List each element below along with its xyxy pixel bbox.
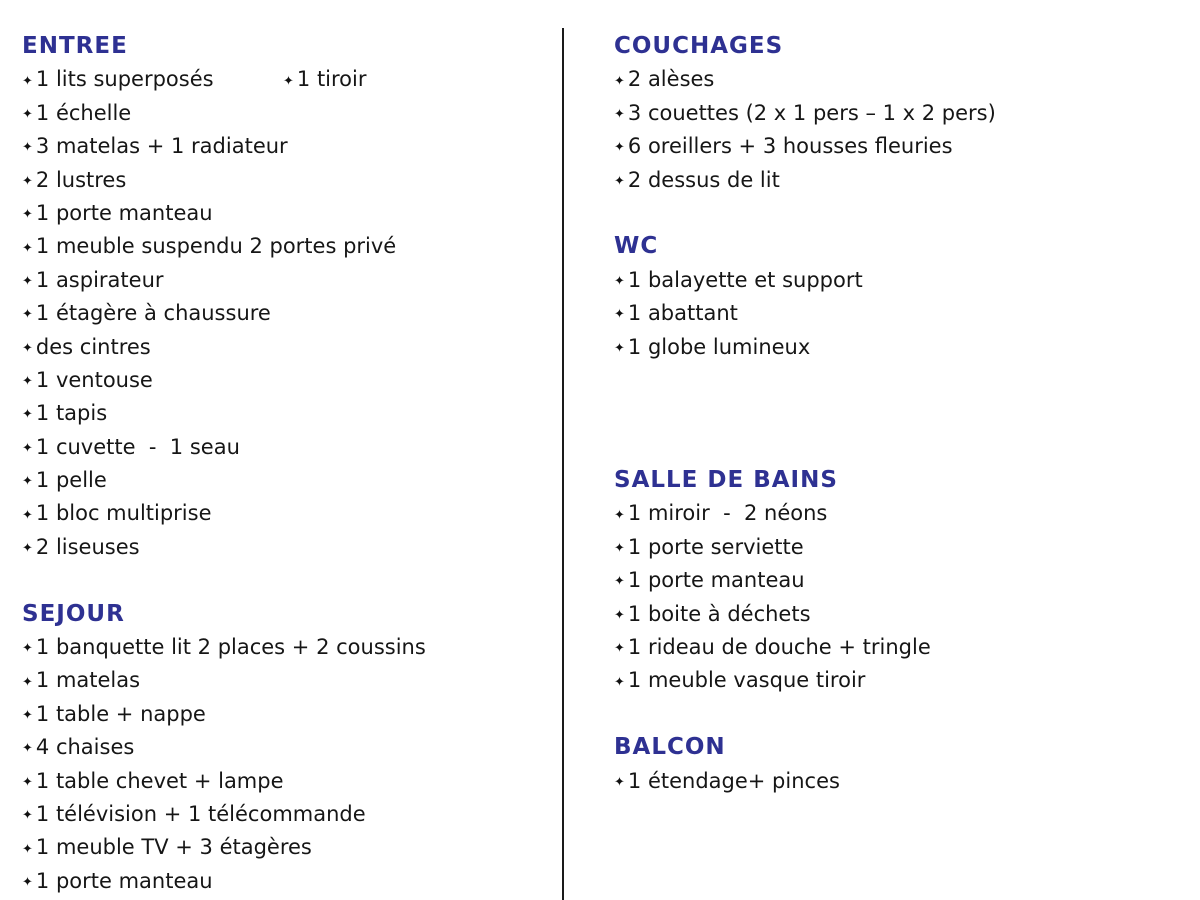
list-line bbox=[614, 598, 1174, 631]
diamond-bullet-icon: ✦ bbox=[22, 674, 33, 690]
blank-line bbox=[22, 564, 542, 597]
list-line bbox=[614, 497, 1174, 530]
list-item bbox=[22, 397, 107, 432]
list-item bbox=[614, 765, 840, 800]
list-item bbox=[22, 798, 366, 833]
list-line bbox=[614, 164, 1174, 197]
item-text: 1 pelle bbox=[35, 468, 107, 493]
list-item bbox=[614, 631, 931, 666]
list-line bbox=[614, 63, 1174, 96]
list-item bbox=[22, 197, 213, 232]
diamond-bullet-icon: ✦ bbox=[22, 874, 33, 890]
list-item bbox=[22, 63, 283, 98]
diamond-bullet-icon: ✦ bbox=[22, 240, 33, 256]
list-item bbox=[614, 331, 810, 366]
item-text: 1 porte manteau bbox=[627, 568, 805, 593]
list-line bbox=[614, 531, 1174, 564]
item-text: 1 table chevet + lampe bbox=[35, 768, 284, 793]
list-line bbox=[614, 264, 1174, 297]
list-line bbox=[22, 698, 542, 731]
diamond-bullet-icon: ✦ bbox=[614, 106, 625, 122]
diamond-bullet-icon: ✦ bbox=[22, 708, 33, 723]
list-item bbox=[614, 264, 863, 299]
diamond-bullet-icon: ✦ bbox=[614, 507, 625, 523]
diamond-bullet-icon: ✦ bbox=[22, 207, 33, 223]
list-item bbox=[22, 631, 426, 666]
section-header-line bbox=[614, 230, 1174, 263]
column-divider-line bbox=[562, 28, 564, 900]
section-title: BALCON bbox=[614, 734, 726, 761]
list-item bbox=[283, 63, 367, 98]
diamond-bullet-icon: ✦ bbox=[614, 674, 625, 690]
blank-line bbox=[614, 364, 1174, 397]
diamond-bullet-icon: ✦ bbox=[614, 173, 625, 189]
diamond-bullet-icon: ✦ bbox=[22, 73, 33, 89]
diamond-bullet-icon: ✦ bbox=[22, 307, 33, 323]
item-text: 3 matelas + 1 radiateur bbox=[35, 134, 288, 159]
list-line bbox=[22, 531, 542, 564]
diamond-bullet-icon: ✦ bbox=[614, 641, 625, 657]
item-text: 1 télévision + 1 télécommande bbox=[35, 801, 366, 826]
item-text: 1 lits superposés bbox=[35, 67, 214, 92]
list-item bbox=[22, 331, 151, 366]
list-item bbox=[22, 230, 396, 265]
diamond-bullet-icon: ✦ bbox=[22, 440, 33, 456]
list-line bbox=[614, 664, 1174, 697]
diamond-bullet-icon: ✦ bbox=[22, 808, 33, 824]
list-item bbox=[22, 698, 206, 733]
item-text: 1 table + nappe bbox=[35, 701, 206, 726]
list-line bbox=[614, 297, 1174, 330]
diamond-bullet-icon: ✦ bbox=[22, 407, 33, 423]
list-line bbox=[22, 97, 542, 130]
list-line bbox=[22, 497, 542, 530]
list-line bbox=[22, 431, 542, 464]
list-item bbox=[22, 731, 134, 766]
list-item bbox=[22, 431, 240, 466]
list-item bbox=[22, 264, 164, 299]
item-text: 1 meuble vasque tiroir bbox=[627, 668, 866, 693]
item-text: 1 étendage+ pinces bbox=[627, 768, 840, 793]
list-line bbox=[22, 765, 542, 798]
diamond-bullet-icon: ✦ bbox=[22, 374, 33, 390]
list-line bbox=[22, 831, 542, 864]
list-line bbox=[22, 798, 542, 831]
list-item bbox=[22, 464, 107, 499]
diamond-bullet-icon: ✦ bbox=[614, 340, 625, 356]
section-header-line bbox=[22, 598, 542, 631]
list-line bbox=[22, 664, 542, 697]
section-header-line bbox=[614, 464, 1174, 497]
item-text: 1 meuble TV + 3 étagères bbox=[35, 835, 312, 860]
item-text: 3 couettes (2 x 1 pers – 1 x 2 pers) bbox=[627, 100, 996, 125]
list-item bbox=[22, 297, 271, 332]
list-item bbox=[614, 598, 811, 633]
list-line bbox=[614, 765, 1174, 798]
item-text: 1 boite à déchets bbox=[627, 601, 811, 626]
diamond-bullet-icon: ✦ bbox=[22, 340, 33, 356]
list-item bbox=[22, 164, 126, 199]
list-line bbox=[614, 631, 1174, 664]
item-text: 1 porte serviette bbox=[627, 534, 804, 559]
diamond-bullet-icon: ✦ bbox=[22, 140, 33, 156]
list-line bbox=[22, 130, 542, 163]
list-line bbox=[614, 331, 1174, 364]
list-item bbox=[614, 130, 953, 165]
list-item bbox=[22, 130, 288, 165]
list-line bbox=[22, 397, 542, 430]
item-text: 1 étagère à chaussure bbox=[35, 301, 271, 326]
diamond-bullet-icon: ✦ bbox=[22, 507, 33, 523]
diamond-bullet-icon: ✦ bbox=[614, 541, 625, 557]
diamond-bullet-icon: ✦ bbox=[22, 541, 33, 557]
item-text: des cintres bbox=[35, 334, 151, 359]
list-item bbox=[614, 531, 804, 566]
diamond-bullet-icon: ✦ bbox=[22, 841, 33, 857]
list-line bbox=[22, 230, 542, 263]
diamond-bullet-icon: ✦ bbox=[22, 173, 33, 189]
item-text: 1 banquette lit 2 places + 2 coussins bbox=[35, 635, 426, 660]
section-title: WC bbox=[614, 233, 659, 260]
item-text: 1 cuvette - 1 seau bbox=[35, 434, 240, 459]
list-item bbox=[22, 865, 213, 900]
item-text: 1 échelle bbox=[35, 100, 132, 125]
diamond-bullet-icon: ✦ bbox=[614, 574, 625, 590]
list-item bbox=[614, 164, 780, 199]
list-item bbox=[614, 63, 714, 98]
item-text: 1 porte manteau bbox=[35, 868, 213, 893]
item-text: 1 tapis bbox=[35, 401, 108, 426]
list-item bbox=[614, 664, 865, 699]
diamond-bullet-icon: ✦ bbox=[614, 73, 625, 89]
item-text: 1 globe lumineux bbox=[627, 334, 811, 359]
item-text: 1 miroir - 2 néons bbox=[627, 501, 828, 526]
list-item bbox=[22, 664, 140, 699]
list-line bbox=[22, 331, 542, 364]
list-item bbox=[614, 564, 805, 599]
list-line bbox=[22, 264, 542, 297]
item-text: 1 meuble suspendu 2 portes privé bbox=[35, 234, 397, 259]
list-item bbox=[22, 497, 212, 532]
diamond-bullet-icon: ✦ bbox=[22, 774, 33, 790]
diamond-bullet-icon: ✦ bbox=[22, 273, 33, 289]
item-text: 2 dessus de lit bbox=[627, 167, 780, 192]
list-item bbox=[22, 531, 140, 566]
diamond-bullet-icon: ✦ bbox=[614, 140, 625, 156]
list-item bbox=[22, 831, 312, 866]
list-line bbox=[22, 731, 542, 764]
diamond-bullet-icon: ✦ bbox=[22, 106, 33, 122]
blank-line bbox=[614, 431, 1174, 464]
left-column bbox=[22, 30, 542, 898]
list-line bbox=[614, 97, 1174, 130]
item-text: 2 alèses bbox=[627, 67, 715, 92]
section-title: SEJOUR bbox=[22, 600, 125, 627]
list-line bbox=[22, 164, 542, 197]
list-item bbox=[614, 97, 996, 132]
item-text: 6 oreillers + 3 housses fleuries bbox=[627, 134, 953, 159]
list-line bbox=[22, 63, 542, 96]
list-line bbox=[614, 564, 1174, 597]
section-header-line bbox=[614, 30, 1174, 63]
item-text: 1 rideau de douche + tringle bbox=[627, 635, 931, 660]
diamond-bullet-icon: ✦ bbox=[614, 607, 625, 623]
diamond-bullet-icon: ✦ bbox=[283, 73, 294, 89]
section-title: ENTREE bbox=[22, 33, 128, 59]
item-text: 1 ventouse bbox=[35, 367, 153, 392]
item-text: 4 chaises bbox=[35, 735, 135, 760]
list-line bbox=[22, 364, 542, 397]
list-line bbox=[22, 631, 542, 664]
diamond-bullet-icon: ✦ bbox=[614, 273, 625, 289]
item-text: 1 porte manteau bbox=[35, 200, 213, 225]
diamond-bullet-icon: ✦ bbox=[614, 774, 625, 790]
list-item bbox=[614, 297, 738, 332]
diamond-bullet-icon: ✦ bbox=[614, 307, 625, 323]
blank-line bbox=[614, 197, 1174, 230]
item-text: 1 balayette et support bbox=[627, 267, 863, 292]
section-header-line bbox=[614, 731, 1174, 764]
list-item bbox=[22, 364, 153, 399]
list-item bbox=[22, 97, 131, 132]
blank-line bbox=[614, 698, 1174, 731]
list-line bbox=[22, 865, 542, 898]
list-line bbox=[22, 297, 542, 330]
list-line bbox=[614, 130, 1174, 163]
blank-line bbox=[614, 397, 1174, 430]
diamond-bullet-icon: ✦ bbox=[22, 741, 33, 757]
item-text: 1 bloc multiprise bbox=[35, 501, 212, 526]
item-text: 1 abattant bbox=[627, 301, 738, 326]
diamond-bullet-icon: ✦ bbox=[22, 474, 33, 490]
list-line bbox=[22, 464, 542, 497]
item-text: 1 tiroir bbox=[296, 67, 367, 92]
diamond-bullet-icon: ✦ bbox=[22, 641, 33, 657]
list-item bbox=[614, 497, 827, 532]
list-item bbox=[22, 765, 284, 800]
item-text: 1 matelas bbox=[35, 668, 141, 693]
item-text: 2 liseuses bbox=[35, 534, 140, 559]
section-header-line bbox=[22, 30, 542, 63]
item-text: 2 lustres bbox=[35, 167, 127, 192]
section-title: COUCHAGES bbox=[614, 33, 784, 59]
list-line bbox=[22, 197, 542, 230]
right-column bbox=[614, 30, 1174, 798]
section-title: SALLE DE BAINS bbox=[614, 467, 838, 494]
item-text: 1 aspirateur bbox=[35, 267, 164, 292]
